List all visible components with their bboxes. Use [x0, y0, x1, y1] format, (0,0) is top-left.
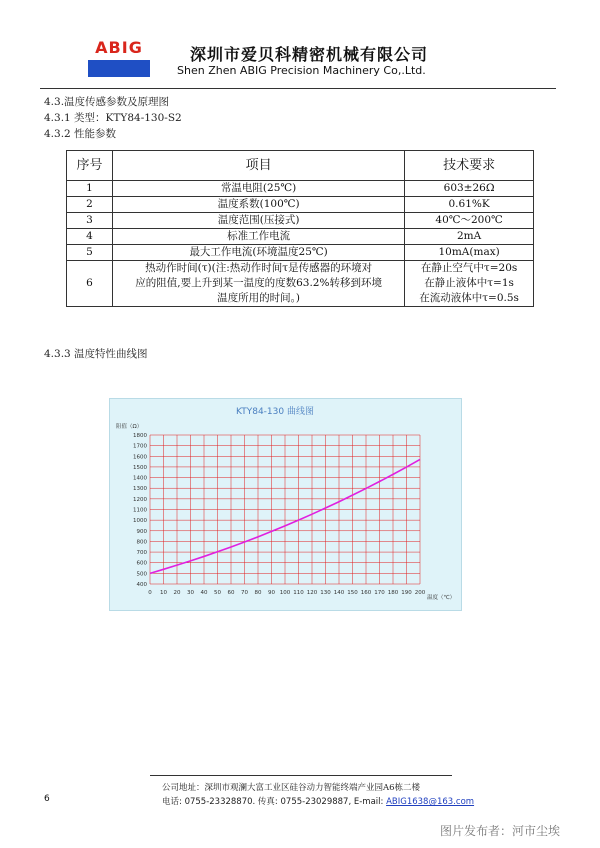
- footer-contact: [162, 795, 474, 807]
- x-tick-label: 100: [279, 590, 291, 596]
- cell-requirement: 10mA(max): [405, 245, 534, 261]
- y-tick-label: 1400: [133, 475, 147, 482]
- x-tick-label: 200: [414, 590, 426, 596]
- page-number: 6: [44, 794, 50, 804]
- y-tick-label: 1200: [133, 496, 147, 503]
- x-tick-label: 160: [360, 590, 372, 596]
- y-tick-label: 700: [136, 550, 147, 557]
- section-heading-4-3-3: 4.3.3 温度特性曲线图: [44, 348, 148, 360]
- y-tick-label: 900: [136, 528, 147, 535]
- cell-item: 最大工作电流(环境温度25℃): [113, 245, 405, 261]
- y-tick-label: 1100: [133, 507, 147, 514]
- cell-item-thermal-time: [113, 261, 405, 307]
- y-tick-label: 1600: [133, 454, 147, 461]
- table-row: [67, 213, 534, 229]
- x-tick-label: 190: [401, 590, 412, 596]
- item-line: 热动作时间(τ)(注:热动作时间τ是传感器的环境对: [145, 262, 373, 274]
- req-line: 在静止液体中τ=1s: [424, 277, 514, 289]
- cell-item: 标准工作电流: [113, 229, 405, 245]
- x-axis-label: 温度（℃）: [427, 595, 456, 601]
- performance-table: [66, 150, 534, 307]
- y-tick-label: 1800: [133, 433, 147, 439]
- header-divider: [40, 88, 556, 89]
- x-tick-label: 150: [347, 590, 358, 596]
- cell-no: 4: [67, 229, 113, 245]
- y-tick-label: 600: [136, 560, 147, 567]
- x-tick-label: 30: [187, 590, 194, 596]
- cell-no: 1: [67, 181, 113, 197]
- y-tick-label: 1700: [133, 443, 147, 450]
- cell-requirement: 0.61%K: [405, 197, 534, 213]
- x-tick-label: 180: [387, 590, 399, 596]
- footer-address: 公司地址：深圳市观澜大富工业区硅谷动力智能终端产业园A6栋二楼: [162, 783, 421, 793]
- y-tick-label: 400: [136, 582, 147, 588]
- header-requirement: 技术要求: [405, 151, 534, 181]
- y-tick-label: 1500: [133, 464, 147, 471]
- temperature-curve-chart: [109, 398, 462, 611]
- x-tick-labels: [148, 590, 425, 596]
- cell-no: 5: [67, 245, 113, 261]
- req-line: 在静止空气中τ=20s: [420, 262, 518, 274]
- x-tick-label: 40: [200, 590, 208, 596]
- table-row: [67, 245, 534, 261]
- company-name-en: Shen Zhen ABIG Precision Machinery Co,.Ltd.: [177, 64, 426, 77]
- x-tick-label: 0: [148, 590, 152, 596]
- footer-email-link[interactable]: ABIG1638@163.com: [386, 797, 475, 807]
- page-header: [0, 0, 600, 92]
- chart-svg: [110, 399, 461, 610]
- cell-no: 2: [67, 197, 113, 213]
- x-tick-label: 20: [173, 590, 181, 596]
- table-row: [67, 197, 534, 213]
- table-row: [67, 261, 534, 307]
- x-tick-label: 80: [254, 590, 262, 596]
- y-axis-label: 阻值（Ω）: [116, 424, 143, 430]
- x-tick-label: 60: [227, 590, 235, 596]
- logo-text: ABIG: [95, 38, 143, 57]
- x-tick-label: 170: [374, 590, 385, 596]
- cell-no: 6: [67, 261, 113, 307]
- watermark: 图片发布者：河市尘埃: [440, 824, 561, 838]
- chart-title: KTY84-130 曲线图: [236, 407, 314, 417]
- cell-item: 常温电阻(25℃): [113, 181, 405, 197]
- y-tick-label: 800: [136, 539, 147, 546]
- x-tick-label: 90: [268, 590, 275, 596]
- header-no: 序号: [67, 151, 113, 181]
- x-tick-label: 130: [320, 590, 331, 596]
- cell-no: 3: [67, 213, 113, 229]
- y-tick-label: 1300: [133, 486, 147, 493]
- x-tick-label: 140: [333, 590, 345, 596]
- cell-item: 温度范围(压接式): [113, 213, 405, 229]
- x-tick-label: 110: [293, 590, 304, 596]
- table-row: [67, 181, 534, 197]
- item-line: 应的阻值,要上升到某一温度的度数63.2%转移到环境: [135, 277, 382, 289]
- section-heading-4-3-2: 4.3.2 性能参数: [44, 128, 117, 140]
- abig-logo: [86, 40, 152, 80]
- y-tick-label: 1000: [133, 518, 147, 525]
- req-line: 在流动液体中τ=0.5s: [419, 292, 519, 304]
- company-name-cn: 深圳市爱贝科精密机械有限公司: [190, 45, 429, 64]
- table-header-row: [67, 151, 534, 181]
- cell-requirement-thermal-time: [405, 261, 534, 307]
- section-heading-4-3: 4.3.温度传感参数及原理图: [44, 96, 170, 108]
- footer-divider: [150, 775, 452, 776]
- x-tick-label: 10: [160, 590, 167, 596]
- x-tick-label: 120: [306, 590, 318, 596]
- x-tick-label: 70: [241, 590, 248, 596]
- x-tick-label: 50: [214, 590, 221, 596]
- section-heading-4-3-1: 4.3.1 类型：KTY84-130-S2: [44, 112, 182, 124]
- table-row: [67, 229, 534, 245]
- cell-requirement: 2mA: [405, 229, 534, 245]
- cell-item: 温度系数(100℃): [113, 197, 405, 213]
- logo-bar: [88, 60, 150, 77]
- y-tick-label: 500: [136, 571, 147, 578]
- header-item: 项目: [113, 151, 405, 181]
- y-tick-labels: [133, 433, 147, 588]
- cell-requirement: 603±26Ω: [405, 181, 534, 197]
- item-line: 温度所用的时间。): [217, 292, 301, 304]
- footer-tel-fax: 电话: 0755-23328870. 传真: 0755-23029887, E-mail:: [162, 797, 387, 807]
- cell-requirement: 40℃～200℃: [405, 213, 534, 229]
